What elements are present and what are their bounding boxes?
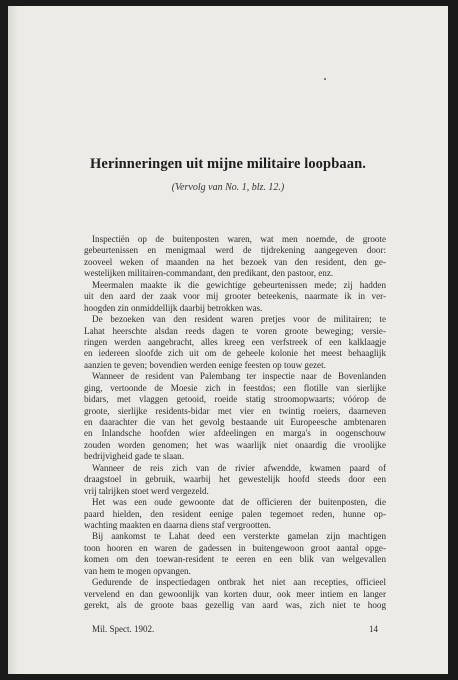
text-line: Het was een oude gewoonte dat de officieren der buitenposten, die [92, 497, 386, 508]
text-line: bidars, met vlaggen getooid, roeide statig stroomopwaarts; vóórop de [84, 394, 386, 405]
text-line: Gedurende de inspectiedagen ontbrak het niet aan recepties, officieel [92, 577, 386, 588]
text-line: en Inlandsche hoofden wier afdeelingen en marga's in oogenschouw [84, 428, 386, 439]
text-line: Wanneer de resident van Palembang ter inspectie naar de Bovenlanden [92, 371, 386, 382]
text-line: Meermalen maakte ik die gewichtige gebeurtenissen mede; zij hadden [92, 279, 386, 290]
article-body [84, 234, 386, 611]
text-line: en iedereen sloofde zich uit om de geheele kolonie het meest behaaglijk [84, 348, 386, 359]
text-line: paard hielden, den resident eenige palen tegemoet reden, hunne op- [84, 508, 386, 519]
sheet-number: 14 [369, 624, 378, 634]
text-line: ringen werden aangebracht, alles kreeg een verfstreek of een kalklaagje [84, 336, 386, 347]
document-page [8, 6, 448, 674]
text-line: De bezoeken van den resident waren pretjes voor de militairen; te [92, 314, 386, 325]
print-speck [324, 78, 326, 80]
article-title: Herinneringen uit mijne militaire loopbaan. [90, 156, 366, 172]
text-line: uit den aard der zaak voor mij grooter beteekenis, naarmate ik in ver- [84, 291, 386, 302]
text-line: en daarachter die van het gevolg bestaande uit Europeesche ambtenaren [84, 417, 386, 427]
text-line: toon hooren en waren de gadessen in buitengewoon groot aantal opge- [84, 542, 386, 553]
text-line: vrij talrijken stoet werd vergezeld. [84, 485, 209, 496]
journal-signature: Mil. Spect. 1902. [92, 624, 155, 634]
text-line: westelijken militairen-commandant, den predikant, den pastoor, enz. [84, 268, 334, 279]
text-line: Lahat heerschte alsdan reeds dagen te voren groote beweging; versie- [84, 325, 386, 336]
text-line: zooveel weken of maanden na het bezoek van den resident, den ge- [84, 256, 386, 267]
page-footer [92, 624, 378, 636]
text-line: ging, vertoonde de Moesie zich in feestdos; een flotille van sierlijke [84, 382, 386, 393]
text-line: wachting maakten en daarna diens staf vergrootten. [84, 519, 271, 530]
text-line: hoogden zin onmiddellijk daarbij betrokken was. [84, 302, 263, 313]
text-line: gebeurtenissen en menigmaal werd de tijdrekening aangegeven door: [84, 245, 386, 256]
text-line: Bij aankomst te Lahat deed een versterkte gamelan zijn machtigen [92, 531, 386, 542]
text-line: Wanneer de reis zich van de rivier afwendde, kwamen paard of [92, 462, 386, 473]
article-subtitle: (Vervolg van No. 1, blz. 12.) [171, 182, 285, 193]
text-line: aanzien te geven; bovendien werden eenige feesten op touw gezet. [84, 359, 326, 370]
text-line: draagstoel in gebruik, waarbij het gewestelijk hoofd steeds door een [84, 474, 386, 485]
page-edge-shadow [8, 6, 18, 674]
text-line: Inspectiën op de buitenposten waren, wat men noemde, de groote [92, 234, 386, 244]
text-line: bedrijvigheid gade te slaan. [84, 451, 184, 462]
text-line: komen om den toewan-resident te eeren en een blik van welgevallen [84, 554, 386, 565]
text-line: gerekt, als de groote baas gezellig van aard was, zich niet te hoog [84, 600, 386, 610]
text-line: vervelend en dan gewoonlijk van korten duur, ook meer intiem en langer [84, 588, 386, 599]
text-line: zouden worden genomen; het was waarlijk niet onaardig die vroolijke [84, 439, 386, 450]
text-line: van hem te mogen opvangen. [84, 565, 191, 576]
text-line: groote, sierlijke residents-bidar met vier en twintig roeiers, daarneven [84, 405, 386, 416]
